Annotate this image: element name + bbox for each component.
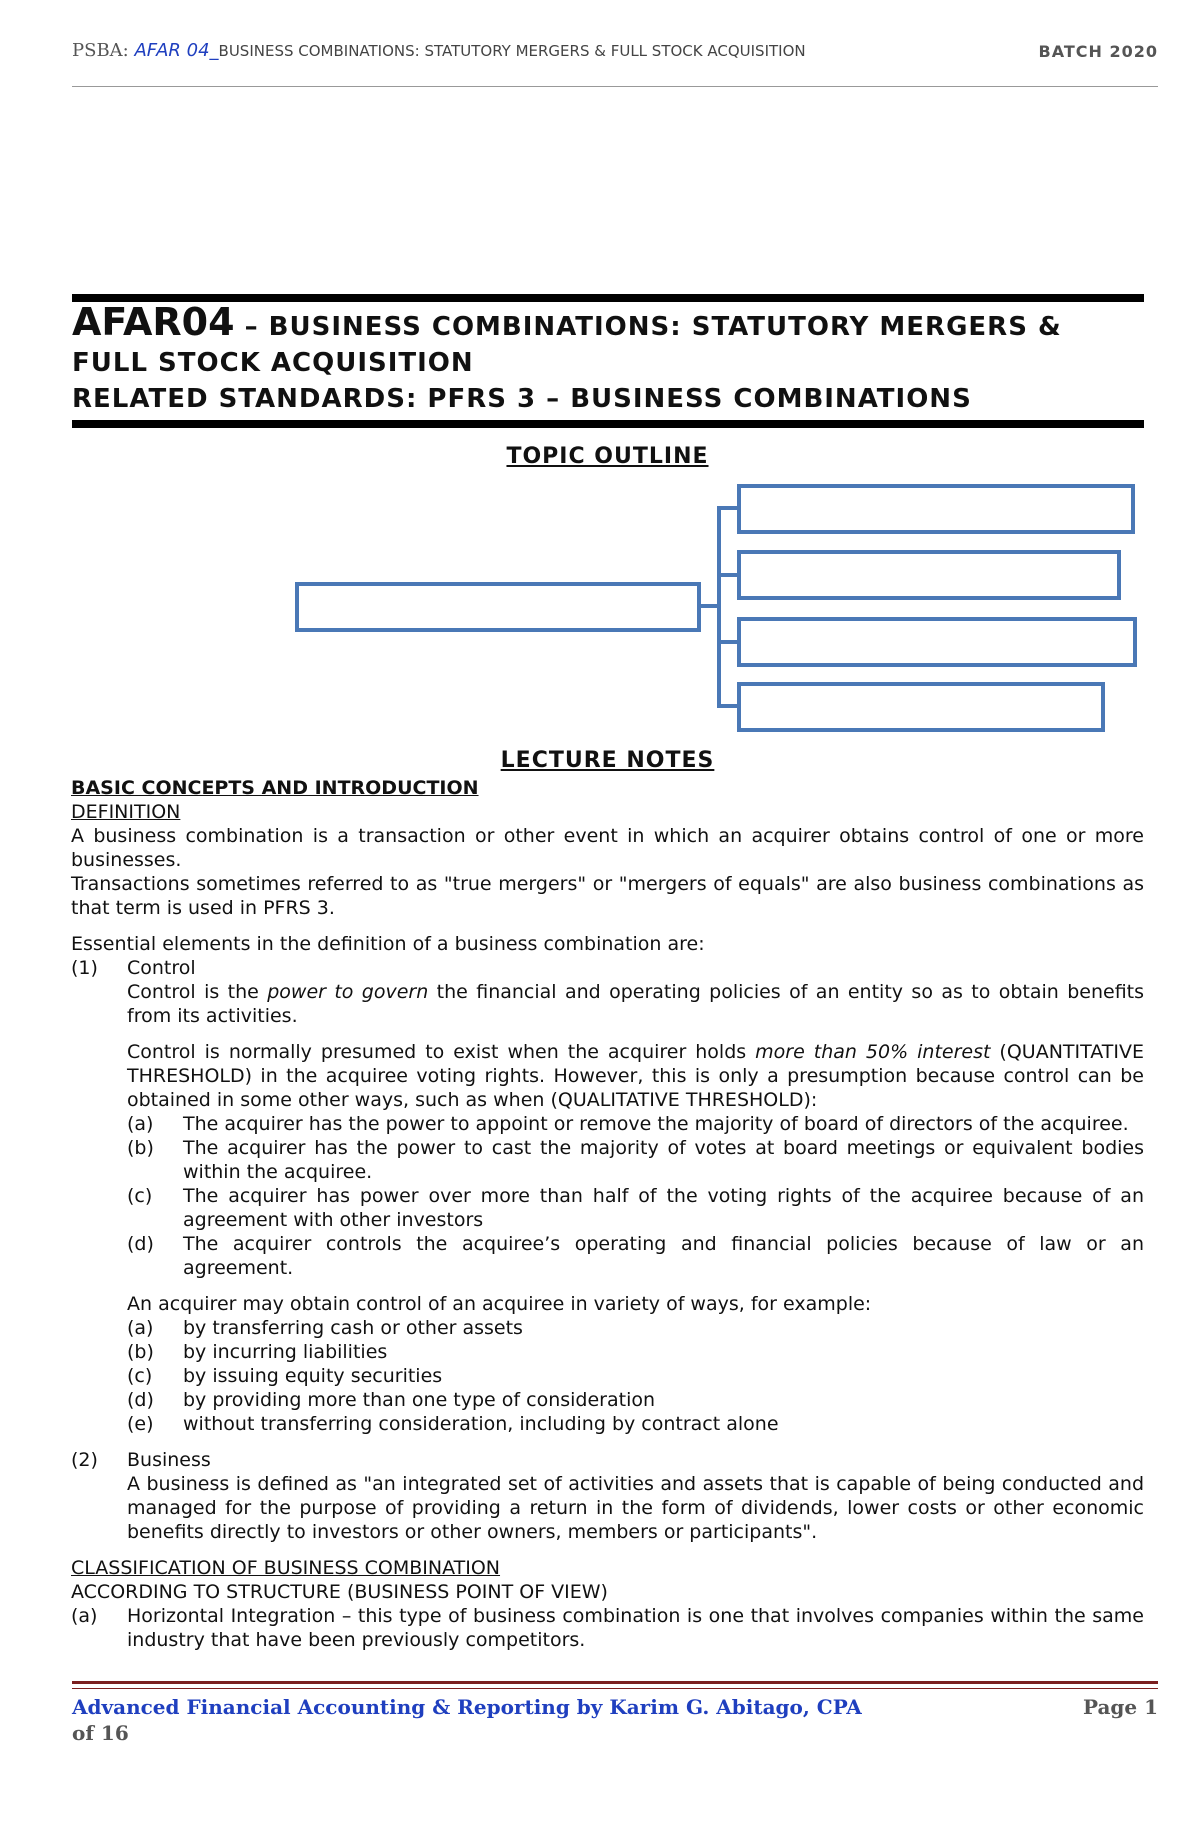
title-rule-bottom <box>72 420 1144 428</box>
title-line1: BUSINESS COMBINATIONS: STATUTORY MERGERS & <box>268 312 1062 342</box>
list-item: (c) by issuing equity securities <box>127 1365 443 1387</box>
outline-child-box <box>737 550 1121 600</box>
outline-spine <box>717 506 721 707</box>
list-item: (b) The acquirer has the power to cast the majority of votes at board meetings or equivalent bodies within the acquiree. <box>127 1137 1144 1183</box>
footer <box>72 1694 1158 1746</box>
control-presumption-paragraph: Control is normally presumed to exist when the acquirer holds more than 50% interest (QUANTITATIVE THRESHOLD) in the acquiree voting rights. However, this is only a presumption because control can be obtained in some other ways, such as when (QUALITATIVE THRESHOLD): <box>127 1041 1144 1111</box>
ways-section <box>127 1292 1144 1436</box>
list-item: (a) by transferring cash or other assets <box>127 1317 523 1339</box>
title-code: AFAR04 <box>72 300 235 344</box>
list-item: (d) by providing more than one type of consideration <box>127 1389 656 1411</box>
footer-rule <box>72 1681 1158 1684</box>
definition-heading: DEFINITION <box>71 801 181 823</box>
list-item: (c) The acquirer has power over more than half of the voting rights of the acquiree because of an agreement with other investors <box>127 1185 1144 1231</box>
qualitative-list <box>127 1112 1144 1280</box>
header-prefix: PSBA: <box>72 40 129 61</box>
outline-branch <box>717 640 739 644</box>
topic-outline-heading: TOPIC OUTLINE <box>506 444 709 469</box>
element-title: Control <box>127 957 196 979</box>
title-line3: RELATED STANDARDS: PFRS 3 – BUSINESS COMBINATIONS <box>72 384 972 414</box>
title-line2: FULL STOCK ACQUISITION <box>72 348 474 378</box>
footer-page-of: of 16 <box>72 1721 129 1745</box>
structure-heading: ACCORDING TO STRUCTURE (BUSINESS POINT OF VIEW) <box>71 1581 608 1603</box>
header-left <box>72 40 806 61</box>
list-item: (b) by incurring liabilities <box>127 1341 388 1363</box>
running-header <box>72 40 1158 64</box>
element-business <box>71 1448 1144 1544</box>
title-block <box>72 300 1144 417</box>
footer-page: Page 1 <box>1082 1695 1158 1719</box>
classification-heading: CLASSIFICATION OF BUSINESS COMBINATION <box>71 1557 501 1579</box>
footer-rule-thin <box>72 1688 1158 1689</box>
outline-child-box <box>737 484 1135 534</box>
outline-root-box <box>295 582 701 632</box>
ways-intro: An acquirer may obtain control of an acquiree in variety of ways, for example: <box>127 1293 872 1315</box>
footer-text: Advanced Financial Accounting & Reporting by Karim G. Abitago, CPA <box>72 1695 862 1719</box>
element-number: (2) <box>71 1449 98 1471</box>
element-number: (1) <box>71 957 98 979</box>
list-item: (a) The acquirer has the power to appoint or remove the majority of board of directors of the acquiree. <box>127 1113 1129 1135</box>
definition-paragraph: A business combination is a transaction or other event in which an acquirer obtains control of one or more businesses. <box>71 825 1144 871</box>
control-paragraph: Control is the power to govern the financial and operating policies of an entity so as to obtain benefits from its activities. <box>127 981 1145 1027</box>
element-title: Business <box>127 1449 211 1471</box>
outline-branch <box>717 704 739 708</box>
lecture-body <box>71 776 1144 1652</box>
list-item: (e) without transferring consideration, including by contract alone <box>127 1413 779 1435</box>
list-item: (a) Horizontal Integration – this type of business combination is one that involves companies within the same industry that have been previously competitors. <box>71 1605 1144 1651</box>
list-item: (d) The acquirer controls the acquiree’s operating and financial policies because of law or an agreement. <box>127 1233 1144 1279</box>
title-dash: – <box>234 312 269 342</box>
outline-child-box <box>737 682 1105 732</box>
header-divider <box>72 86 1158 87</box>
lecture-notes-heading: LECTURE NOTES <box>500 748 715 773</box>
header-subtitle: BUSINESS COMBINATIONS: STATUTORY MERGERS & FULL STOCK ACQUISITION <box>218 42 806 60</box>
business-paragraph: A business is defined as "an integrated set of activities and assets that is capable of being conducted and managed for the purpose of providing a return in the form of dividends, lower costs or other economic benefits directly to investors or other owners, members or participants". <box>127 1473 1144 1543</box>
element-control <box>71 956 1144 1112</box>
outline-branch <box>717 573 739 577</box>
essential-elements-intro: Essential elements in the definition of a business combination are: <box>71 933 705 955</box>
header-batch: BATCH 2020 <box>1038 42 1158 61</box>
definition-paragraph-2: Transactions sometimes referred to as "true mergers" or "mergers of equals" are also business combinations as that term is used in PFRS 3. <box>71 873 1144 919</box>
header-code: AFAR 04_ <box>134 40 219 61</box>
outline-branch <box>717 506 739 510</box>
basic-concepts-heading: BASIC CONCEPTS AND INTRODUCTION <box>71 777 479 799</box>
outline-child-box <box>737 617 1137 667</box>
